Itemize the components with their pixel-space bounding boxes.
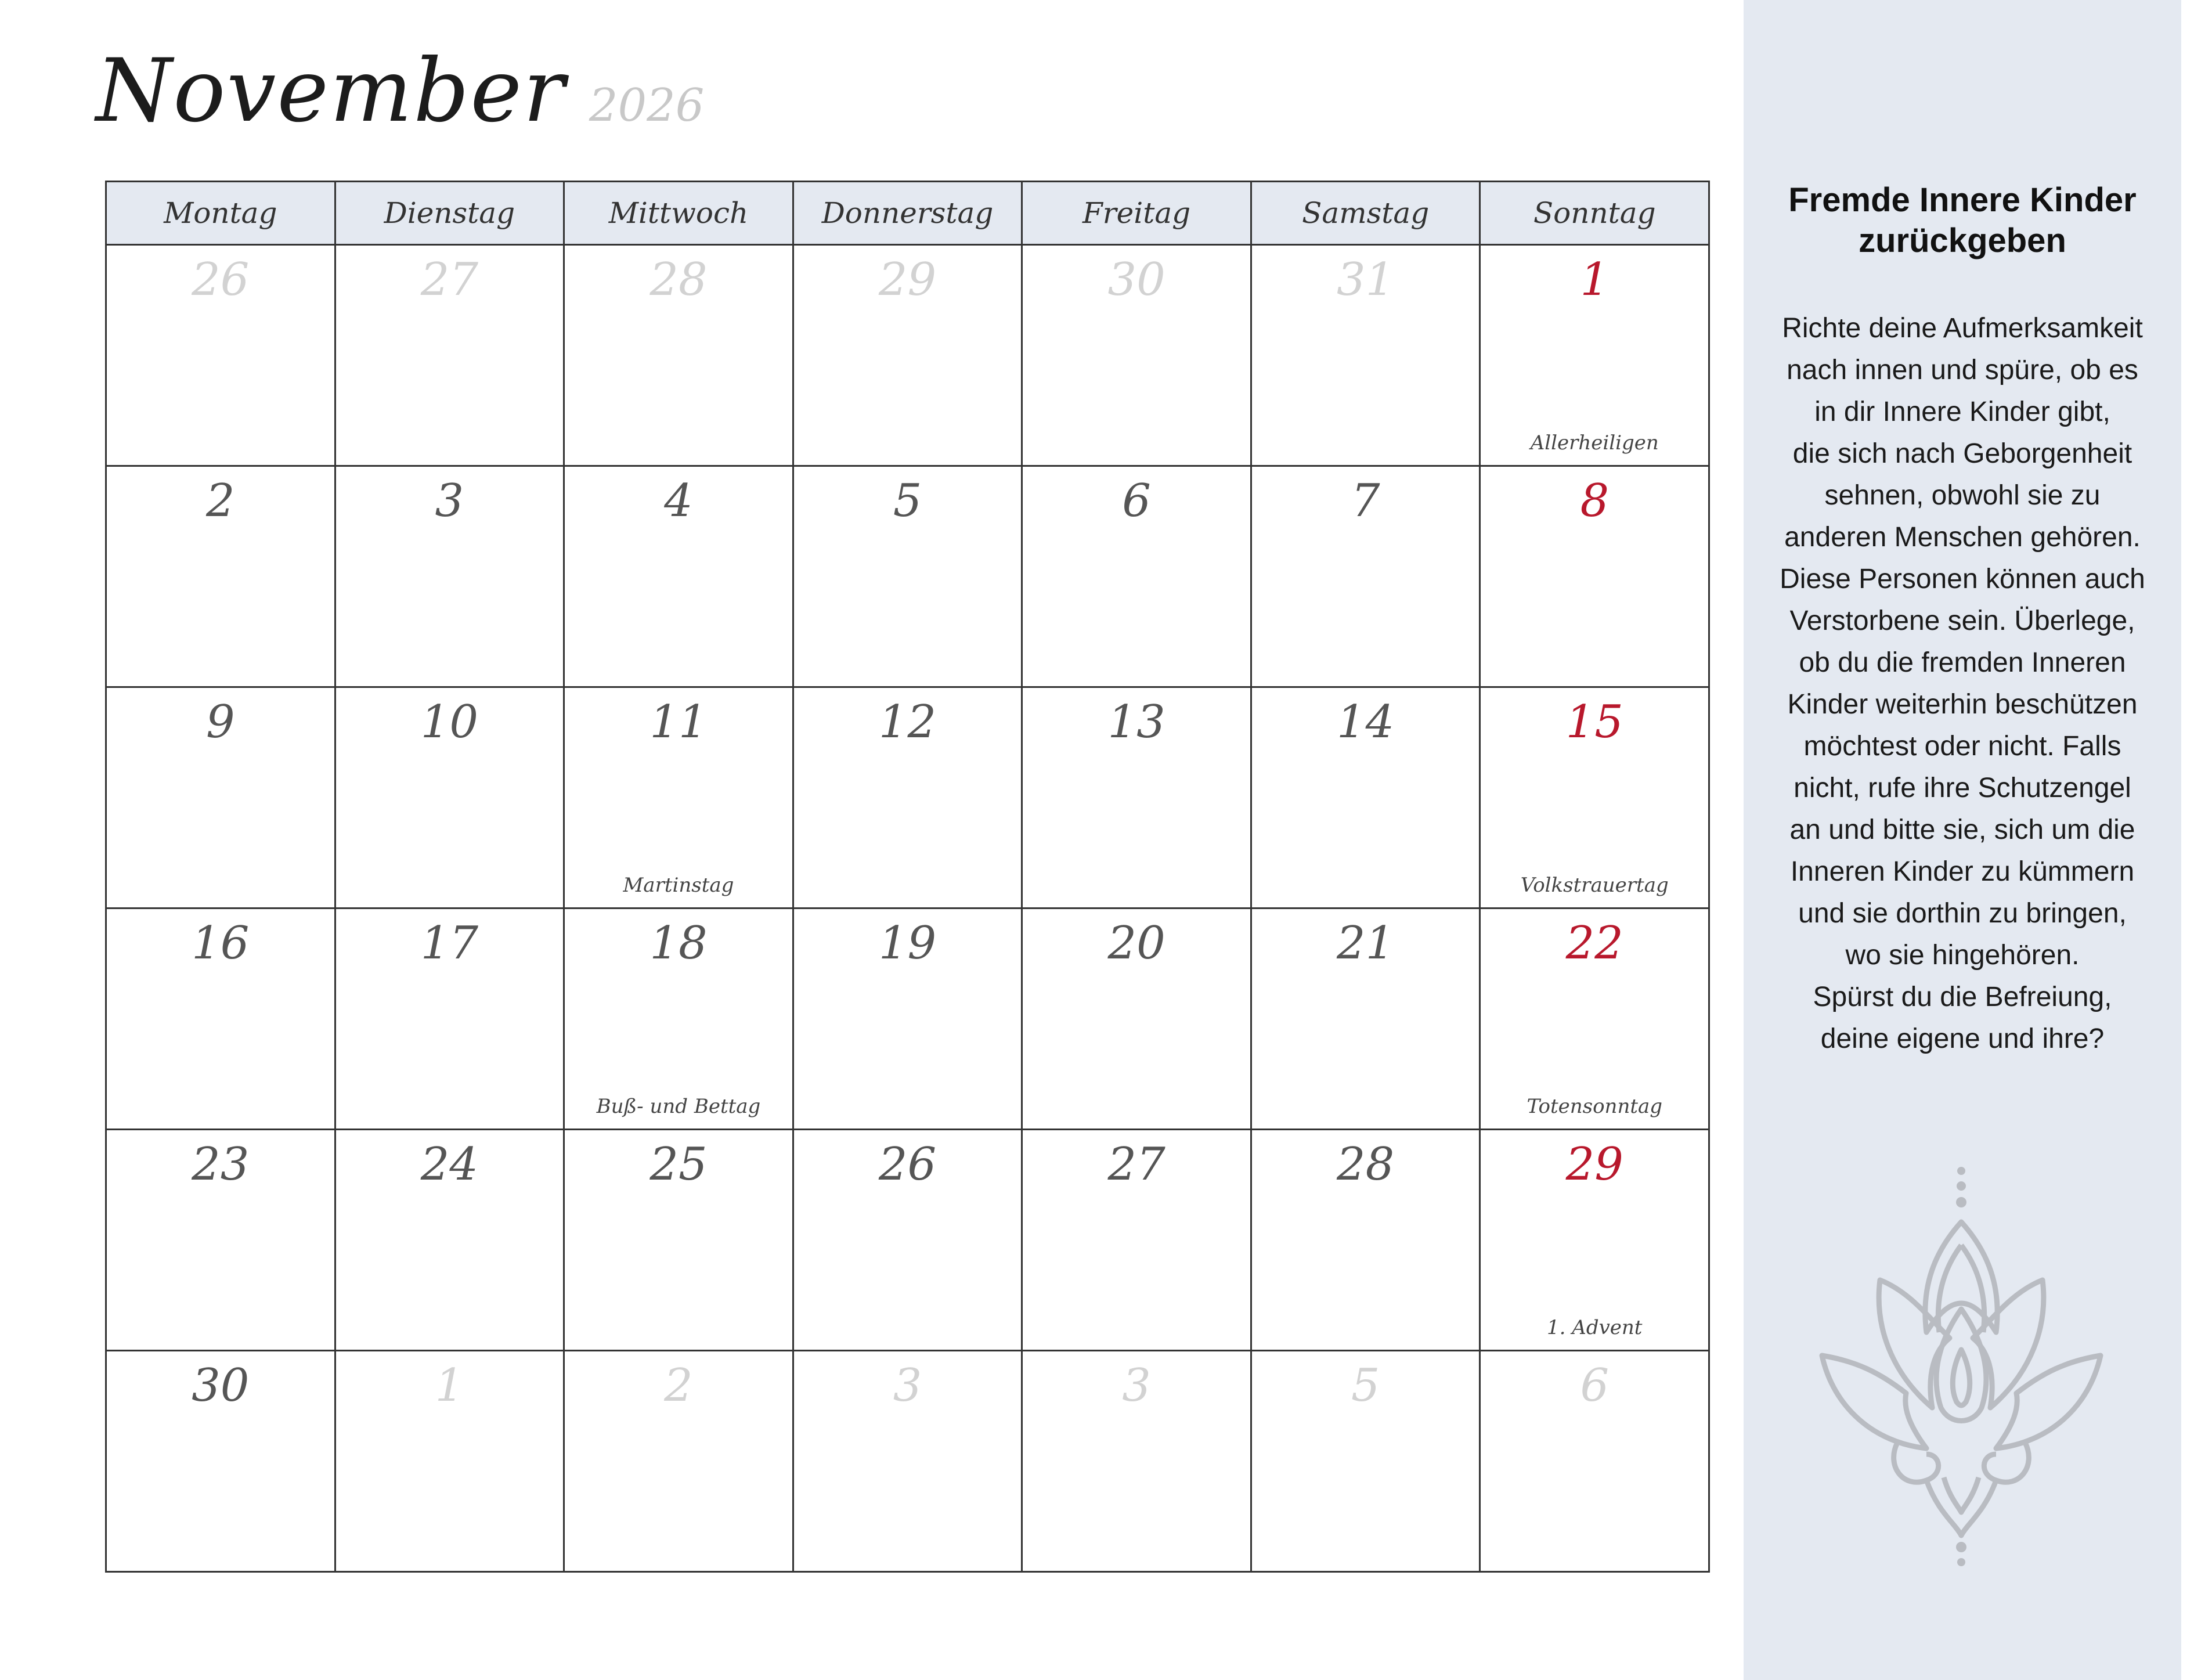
- day-cell: [565, 246, 794, 465]
- day-number: 28: [1337, 1138, 1395, 1191]
- holiday-label: 1. Advent: [1547, 1316, 1643, 1339]
- day-number: 30: [1107, 254, 1165, 306]
- day-cell: [1023, 246, 1252, 465]
- day-number: 26: [192, 254, 250, 306]
- day-cell: [336, 909, 565, 1129]
- day-number: 27: [1107, 1138, 1165, 1191]
- week-row: [107, 909, 1708, 1130]
- day-cell: [1481, 909, 1708, 1129]
- week-row: [107, 467, 1708, 688]
- day-number: 6: [1122, 475, 1151, 527]
- sidebar-text: Richte deine Aufmerksamkeit nach innen und spüre, ob es in dir Innere Kinder gibt, die sich nach Geborgenheit sehnen, obwohl sie zu anderen Menschen gehören. Diese Personen können auch Verstorbene sein. Überlege, ob du die fremden Inneren Kinder weiterhin beschützen möchtest oder nicht. Falls nicht, rufe ihre Schutzengel an und bitte sie, sich um die Inneren Kinder zu kümmern und sie dorthin zu bringen, wo sie hingehören. Spürst du die Befreiung, deine eigene und ihre?: [1780, 313, 2145, 1054]
- day-cell: [1481, 1351, 1708, 1571]
- day-cell: [1481, 467, 1708, 686]
- day-number: 7: [1351, 475, 1380, 527]
- weekday-saturday: Samstag: [1252, 182, 1481, 244]
- holiday-label: Totensonntag: [1527, 1095, 1663, 1118]
- day-number: 24: [420, 1138, 478, 1191]
- day-cell: [794, 688, 1023, 907]
- day-cell: [1252, 246, 1481, 465]
- day-cell: [1023, 688, 1252, 907]
- day-cell: [565, 467, 794, 686]
- day-number: 15: [1565, 696, 1623, 748]
- lotus-icon: [1810, 1164, 2112, 1570]
- holiday-label: Martinstag: [623, 874, 734, 897]
- day-number: 3: [893, 1360, 922, 1412]
- week-row: [107, 246, 1708, 467]
- day-number: 3: [435, 475, 464, 527]
- day-number: 20: [1107, 917, 1165, 969]
- day-cell: [336, 688, 565, 907]
- day-cell: [1481, 246, 1708, 465]
- weekday-thursday: Donnerstag: [794, 182, 1023, 244]
- day-cell: [107, 467, 336, 686]
- sidebar-title: Fremde Innere Kinder zurückgeben: [1788, 181, 2137, 259]
- holiday-label: Volkstrauertag: [1520, 874, 1669, 897]
- day-cell: [1023, 1351, 1252, 1571]
- day-cell: [565, 1351, 794, 1571]
- day-cell: [1252, 467, 1481, 686]
- day-number: 9: [205, 696, 235, 748]
- day-number: 2: [664, 1360, 693, 1412]
- day-cell: [1023, 467, 1252, 686]
- day-cell: [1252, 1130, 1481, 1350]
- day-number: 1: [435, 1360, 464, 1412]
- day-cell: [565, 688, 794, 907]
- weekday-header: [107, 182, 1708, 246]
- day-cell: [794, 1351, 1023, 1571]
- day-number: 25: [649, 1138, 708, 1191]
- weekday-monday: Montag: [107, 182, 336, 244]
- day-number: 3: [1122, 1360, 1151, 1412]
- holiday-label: Buß- und Bettag: [596, 1095, 761, 1118]
- weekday-sunday: Sonntag: [1533, 196, 1656, 230]
- day-number: 13: [1107, 696, 1165, 748]
- day-cell: [565, 1130, 794, 1350]
- week-row: [107, 688, 1708, 909]
- sidebar-panel: [1744, 0, 2181, 1680]
- day-number: 19: [878, 917, 937, 969]
- day-number: 10: [420, 696, 478, 748]
- day-number: 18: [649, 917, 708, 969]
- weekday-friday: Freitag: [1023, 182, 1252, 244]
- day-cell: [794, 1130, 1023, 1350]
- weekday-tuesday: Dienstag: [336, 182, 565, 244]
- day-number: 22: [1565, 917, 1623, 969]
- day-cell: [336, 246, 565, 465]
- day-cell: [565, 909, 794, 1129]
- day-number: 26: [878, 1138, 937, 1191]
- week-row: [107, 1351, 1708, 1571]
- day-number: 17: [420, 917, 478, 969]
- day-cell: [107, 1130, 336, 1350]
- day-number: 28: [649, 254, 708, 306]
- holiday-label: Allerheiligen: [1530, 431, 1659, 455]
- day-number: 12: [878, 696, 937, 748]
- day-cell: [1481, 1130, 1708, 1350]
- day-cell: [107, 688, 336, 907]
- month-calendar: [105, 181, 1710, 1573]
- day-cell: [1252, 688, 1481, 907]
- page-title: [96, 41, 704, 142]
- week-row: [107, 1130, 1708, 1351]
- day-number: 29: [878, 254, 937, 306]
- day-cell: [1481, 688, 1708, 907]
- day-cell: [794, 246, 1023, 465]
- day-cell: [1023, 909, 1252, 1129]
- day-number: 8: [1580, 475, 1610, 527]
- calendar-grid: [107, 246, 1708, 1571]
- day-cell: [1023, 1130, 1252, 1350]
- day-cell: [1252, 1351, 1481, 1571]
- day-number: 6: [1580, 1360, 1610, 1412]
- day-cell: [107, 909, 336, 1129]
- day-cell: [336, 1130, 565, 1350]
- day-number: 2: [205, 475, 235, 527]
- day-number: 11: [649, 696, 708, 748]
- day-number: 23: [192, 1138, 250, 1191]
- day-number: 1: [1580, 254, 1610, 306]
- day-cell: [794, 467, 1023, 686]
- day-number: 31: [1337, 254, 1395, 306]
- weekday-wednesday: Mittwoch: [565, 182, 794, 244]
- day-number: 16: [192, 917, 250, 969]
- day-cell: [107, 246, 336, 465]
- day-number: 14: [1337, 696, 1395, 748]
- day-number: 21: [1337, 917, 1395, 969]
- year-label: 2026: [589, 80, 705, 132]
- day-number: 30: [192, 1360, 250, 1412]
- day-cell: [107, 1351, 336, 1571]
- day-number: 29: [1565, 1138, 1623, 1191]
- day-number: 5: [1351, 1360, 1380, 1412]
- day-cell: [794, 909, 1023, 1129]
- day-number: 4: [664, 475, 693, 527]
- day-cell: [1252, 909, 1481, 1129]
- month-title: November: [96, 41, 566, 142]
- day-cell: [336, 467, 565, 686]
- day-number: 27: [420, 254, 478, 306]
- day-number: 5: [893, 475, 922, 527]
- day-cell: [336, 1351, 565, 1571]
